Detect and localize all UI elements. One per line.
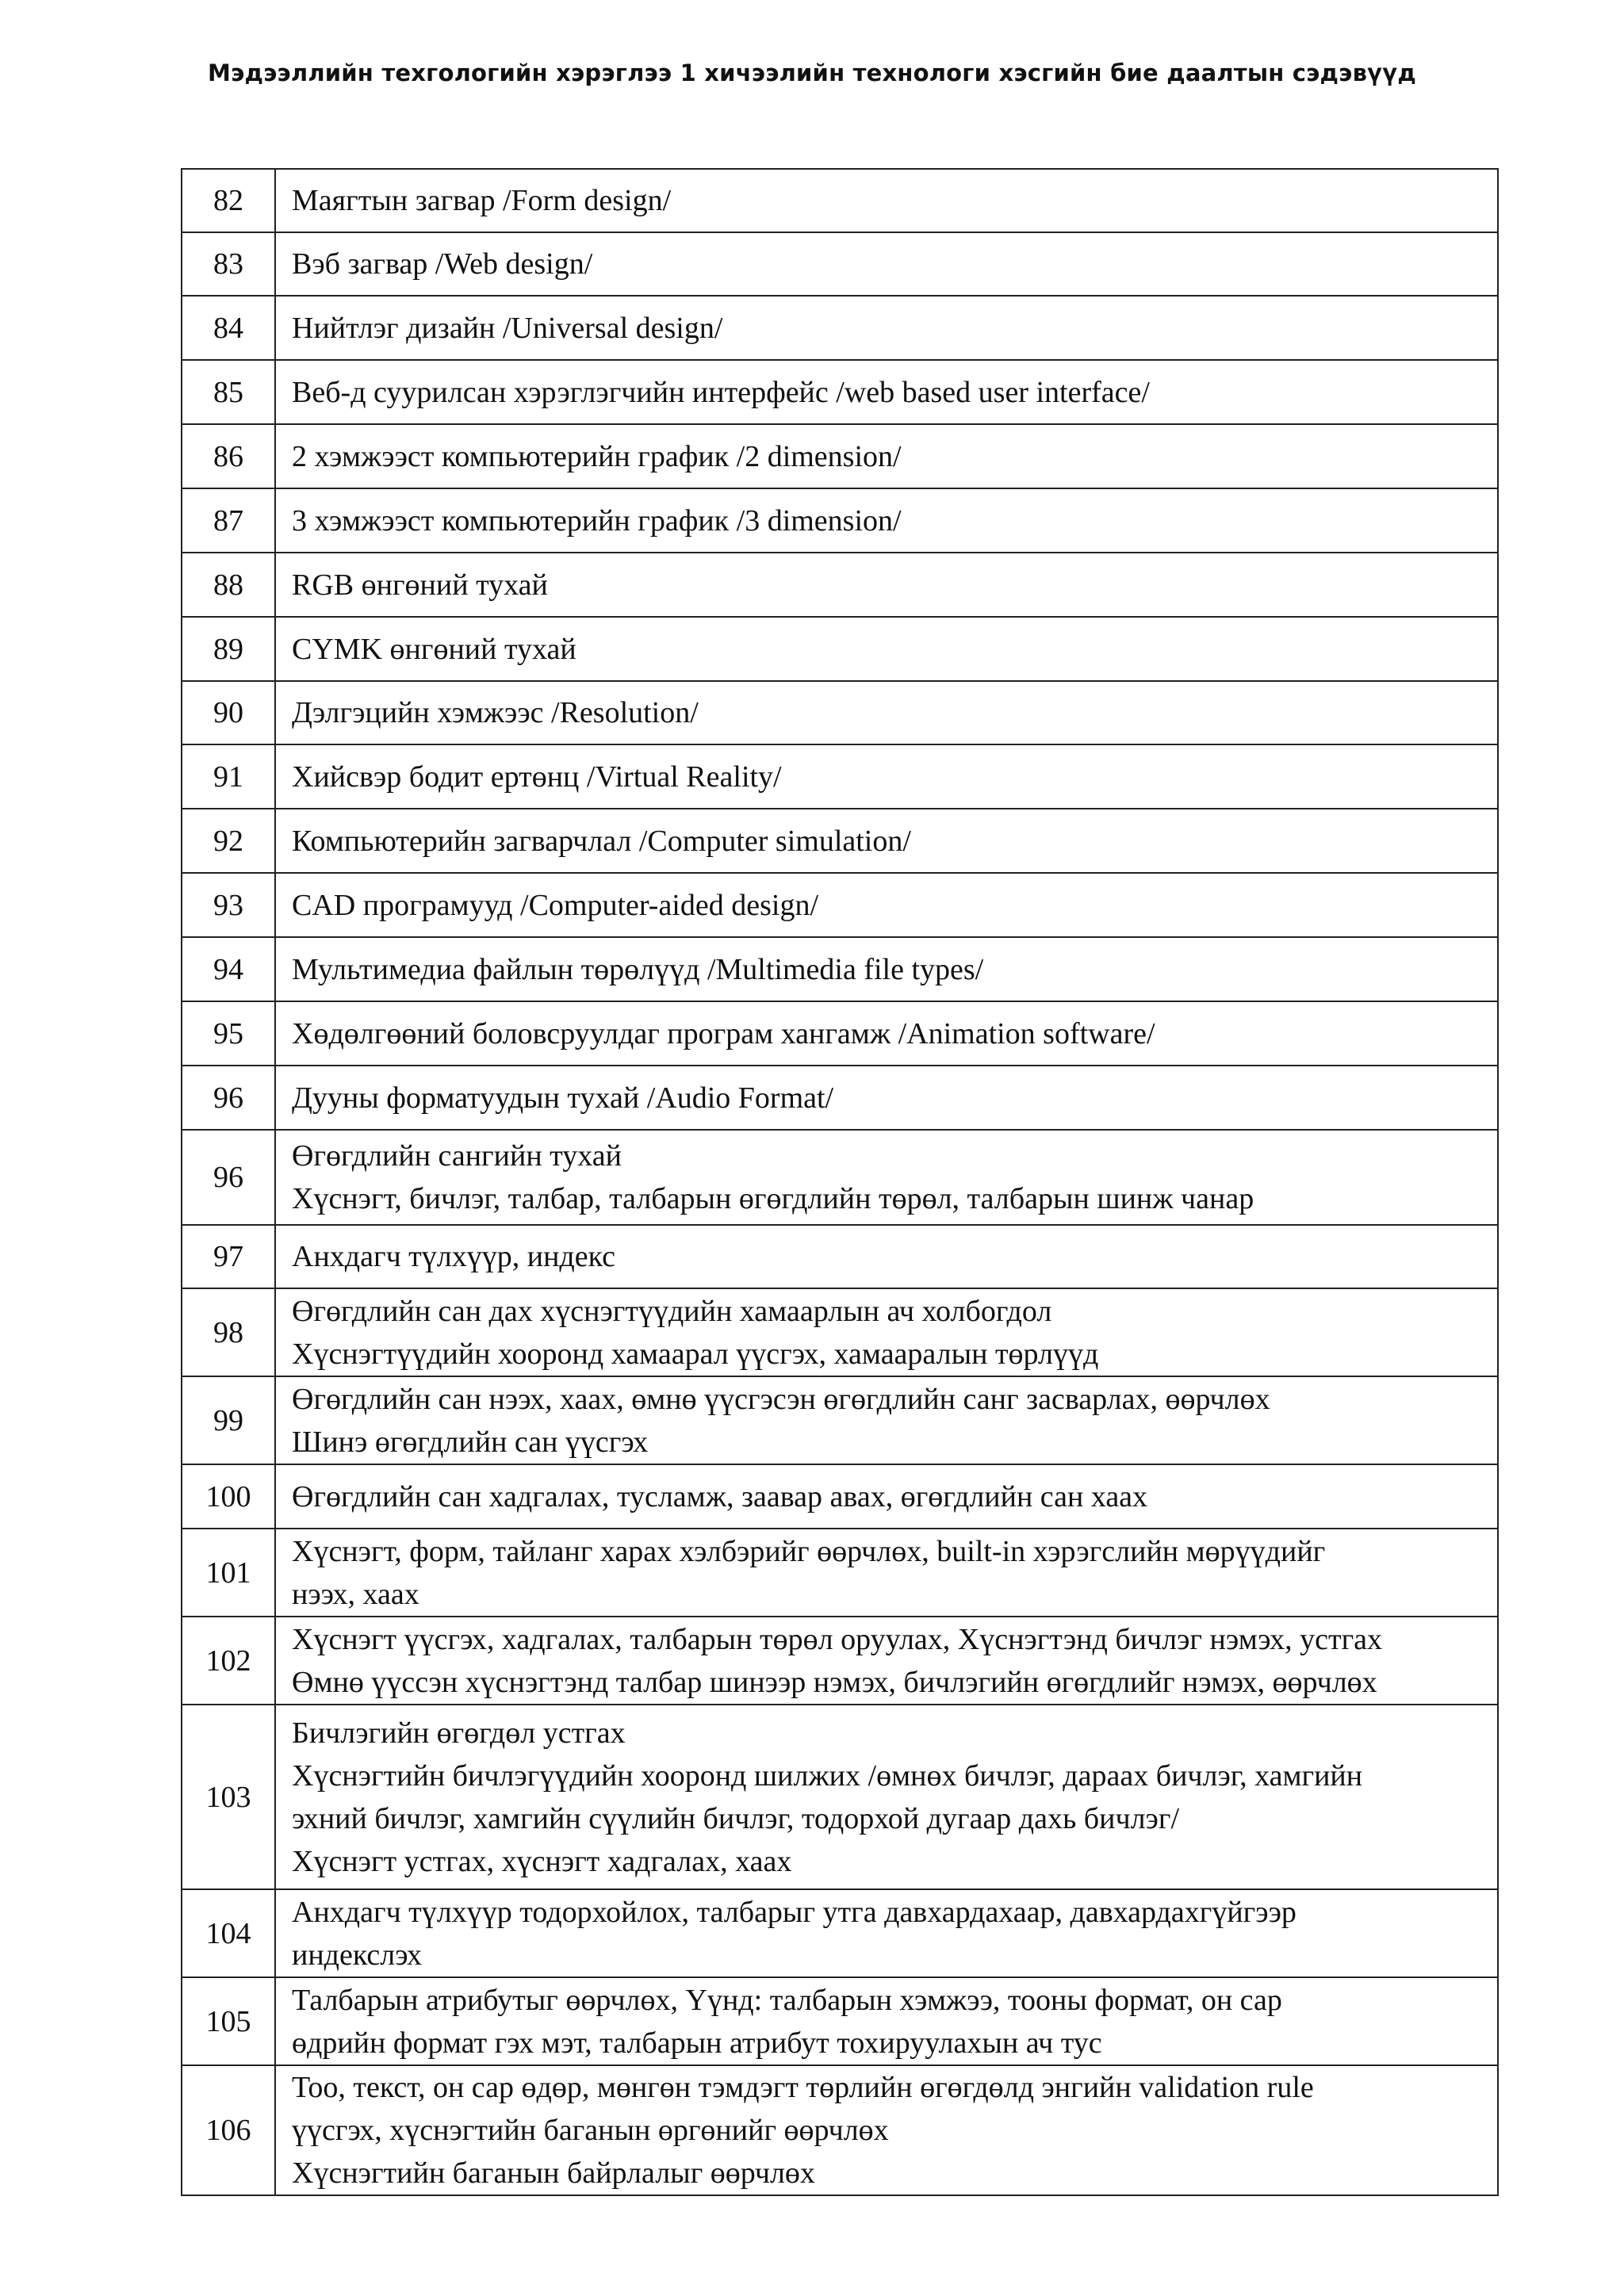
topic-description (275, 169, 1498, 232)
topic-description (275, 1130, 1498, 1225)
topic-description (275, 1001, 1498, 1066)
topic-description-line: өдрийн формат гэх мэт, талбарын атрибут тохируулахын ач тус (292, 2026, 1102, 2060)
topic-description-line: 3 хэмжээст компьютерийн график /3 dimension/ (292, 503, 902, 538)
topic-description-line: нээх, хаах (292, 1577, 419, 1611)
topic-number: 82 (182, 169, 275, 232)
topic-description (275, 1376, 1498, 1464)
table-row (182, 617, 1498, 681)
topic-description-line: эхний бичлэг, хамгийн сүүлийн бичлэг, тодорхой дугаар дахь бичлэг/ (292, 1801, 1179, 1835)
table-row (182, 1376, 1498, 1464)
table-row (182, 1529, 1498, 1617)
topic-number: 98 (182, 1288, 275, 1376)
topic-description (275, 1617, 1498, 1705)
table-row (182, 1066, 1498, 1130)
topic-number: 101 (182, 1529, 275, 1617)
topic-number: 94 (182, 937, 275, 1001)
topic-description-line: Мультимедиа файлын төрөлүүд /Multimedia file types/ (292, 952, 984, 986)
topic-number: 96 (182, 1066, 275, 1130)
topic-number: 89 (182, 617, 275, 681)
topic-description-line: индекслэх (292, 1938, 423, 1972)
topic-description-line: Анхдагч түлхүүр тодорхойлох, талбарыг утга давхардахаар, давхардахгүйгээр (292, 1895, 1297, 1929)
topic-number: 88 (182, 553, 275, 617)
topic-description-line: Хүснэгт үүсгэх, хадгалах, талбарын төрөл оруулах, Хүснэгтэнд бичлэг нэмэх, устгах (292, 1622, 1383, 1656)
topic-description-line: Маягтын загвар /Form design/ (292, 184, 672, 217)
topic-description (275, 744, 1498, 809)
topic-number: 106 (182, 2065, 275, 2195)
topic-number: 86 (182, 424, 275, 488)
table-row (182, 2065, 1498, 2195)
topic-number: 93 (182, 873, 275, 937)
page-title: Мэдээллийн техгологийн хэрэглээ 1 хичээлийн технологи хэсгийн бие даалтын сэдэвүүд (208, 59, 1416, 86)
topic-number: 97 (182, 1225, 275, 1288)
topic-description-line: Дууны форматуудын тухай /Audio Format/ (292, 1081, 834, 1115)
topic-description-line: Анхдагч түлхүүр, индекс (292, 1240, 615, 1273)
topic-number: 84 (182, 296, 275, 360)
table-row (182, 1225, 1498, 1288)
topic-number: 91 (182, 744, 275, 809)
table-row (182, 424, 1498, 488)
table-row (182, 488, 1498, 553)
topic-description-line: Өгөгдлийн сан нээх, хаах, өмнө үүсгэсэн өгөгдлийн санг засварлах, өөрчлөх (292, 1382, 1270, 1416)
topics-table-body (182, 169, 1498, 2195)
table-row (182, 360, 1498, 424)
topic-number: 103 (182, 1705, 275, 1889)
table-row (182, 1288, 1498, 1376)
topic-description (275, 1288, 1498, 1376)
topic-description-line: CYMK өнгөний тухай (292, 632, 576, 666)
topic-description-line: 2 хэмжээст компьютерийн график /2 dimension/ (292, 439, 902, 473)
topic-description-line: Хөдөлгөөний боловсруулдаг програм хангамж /Animation software/ (292, 1016, 1155, 1050)
topic-number: 102 (182, 1617, 275, 1705)
topic-number: 87 (182, 488, 275, 553)
topic-description-line: Хүснэгтүүдийн хооронд хамаарал үүсгэх, хамааралын төрлүүд (292, 1337, 1099, 1371)
table-row (182, 1977, 1498, 2065)
table-row (182, 1130, 1498, 1225)
topic-description (275, 681, 1498, 744)
table-row (182, 1001, 1498, 1066)
topic-description-line: Өгөгдлийн сангийн тухай (292, 1139, 622, 1173)
topic-description-line: Бичлэгийн өгөгдөл устгах (292, 1716, 626, 1750)
topic-number: 96 (182, 1130, 275, 1225)
topic-description (275, 488, 1498, 553)
topic-description-line: Хүснэгтийн баганын байрлалыг өөрчлөх (292, 2156, 815, 2190)
table-row (182, 1617, 1498, 1705)
topic-description-line: Өмнө үүссэн хүснэгтэнд талбар шинээр нэмэх, бичлэгийн өгөгдлийг нэмэх, өөрчлөх (292, 1665, 1377, 1699)
topic-description-line: Өгөгдлийн сан дах хүснэгтүүдийн хамаарлын ач холбогдол (292, 1294, 1052, 1328)
topic-description-line: Вэб загвар /Web design/ (292, 247, 593, 281)
topic-description-line: Веб-д суурилсан хэрэглэгчийн интерфейс /web based user interface/ (292, 375, 1150, 409)
topic-description-line: Талбарын атрибутыг өөрчлөх, Үүнд: талбарын хэмжээ, тооны формат, он сар (292, 1983, 1282, 2017)
topic-description (275, 232, 1498, 296)
topic-description-line: CAD програмууд /Computer-aided design/ (292, 888, 818, 922)
table-row (182, 681, 1498, 744)
topic-description-line: Дэлгэцийн хэмжээс /Resolution/ (292, 696, 699, 729)
topic-description (275, 1705, 1498, 1889)
topic-description-line: Хийсвэр бодит ертөнц /Virtual Reality/ (292, 760, 782, 794)
topic-number: 104 (182, 1889, 275, 1977)
table-row (182, 809, 1498, 873)
topic-number: 92 (182, 809, 275, 873)
topic-description (275, 1977, 1498, 2065)
topic-description-line: Компьютерийн загварчлал /Computer simulation/ (292, 824, 911, 858)
table-row (182, 873, 1498, 937)
topic-number: 105 (182, 1977, 275, 2065)
topic-description-line: Шинэ өгөгдлийн сан үүсгэх (292, 1425, 649, 1459)
topic-number: 83 (182, 232, 275, 296)
topic-description (275, 937, 1498, 1001)
table-row (182, 744, 1498, 809)
topic-description-line: RGB өнгөний тухай (292, 568, 548, 602)
table-row (182, 169, 1498, 232)
topics-table (181, 168, 1499, 2196)
topic-description (275, 360, 1498, 424)
table-row (182, 1705, 1498, 1889)
topic-description-line: Хүснэгт, форм, тайланг харах хэлбэрийг өөрчлөх, built-in хэрэгслийн мөрүүдийг (292, 1534, 1326, 1568)
topic-description-line: Тоо, текст, он сар өдөр, мөнгөн тэмдэгт төрлийн өгөгдөлд энгийн validation rule (292, 2071, 1314, 2104)
topic-number: 100 (182, 1464, 275, 1529)
topic-description (275, 1529, 1498, 1617)
table-row (182, 553, 1498, 617)
topic-description (275, 1464, 1498, 1529)
topic-description (275, 296, 1498, 360)
topic-description-line: Хүснэгтийн бичлэгүүдийн хооронд шилжих /өмнөх бичлэг, дараах бичлэг, хамгийн (292, 1758, 1363, 1793)
topic-description (275, 1889, 1498, 1977)
table-row (182, 232, 1498, 296)
topic-description-line: Нийтлэг дизайн /Universal design/ (292, 311, 723, 345)
table-row (182, 296, 1498, 360)
topic-number: 85 (182, 360, 275, 424)
topic-description (275, 424, 1498, 488)
topic-description (275, 617, 1498, 681)
topic-description-line: Өгөгдлийн сан хадгалах, тусламж, заавар авах, өгөгдлийн сан хаах (292, 1479, 1148, 1513)
topic-description (275, 1225, 1498, 1288)
topic-description-line: Хүснэгт, бичлэг, талбар, талбарын өгөгдлийн төрөл, талбарын шинж чанар (292, 1182, 1254, 1215)
topic-description (275, 809, 1498, 873)
topic-number: 95 (182, 1001, 275, 1066)
topic-description-line: үүсгэх, хүснэгтийн баганын өргөнийг өөрчлөх (292, 2114, 889, 2147)
table-row (182, 937, 1498, 1001)
topic-description-line: Хүснэгт устгах, хүснэгт хадгалах, хаах (292, 1844, 792, 1878)
topic-number: 90 (182, 681, 275, 744)
topic-description (275, 1066, 1498, 1130)
topic-number: 99 (182, 1376, 275, 1464)
topic-description (275, 553, 1498, 617)
table-row (182, 1889, 1498, 1977)
topic-description (275, 2065, 1498, 2195)
table-row (182, 1464, 1498, 1529)
topic-description (275, 873, 1498, 937)
